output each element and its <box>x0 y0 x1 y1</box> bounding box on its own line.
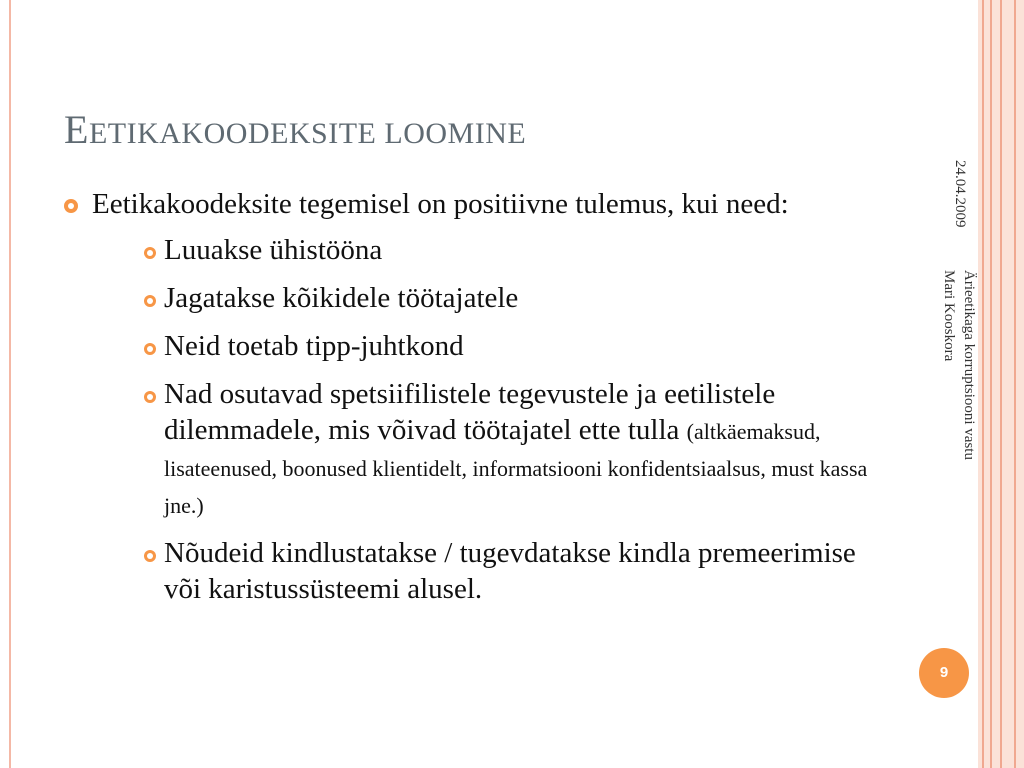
sub-bullet-text: Jagatakse kõikidele töötajatele <box>164 282 519 314</box>
sub-bullet <box>144 232 884 268</box>
band-stripe <box>1014 0 1016 768</box>
slide-date: 24.04.2009 <box>952 160 968 228</box>
slide-content <box>62 186 902 619</box>
band-stripe <box>990 0 992 768</box>
left-border-line <box>9 0 11 768</box>
sub-bullet-list <box>144 232 902 607</box>
sub-bullet-note: (altkäemaksud, lisateenused, boonused klientidelt, informatsiooni konfidentsiaalsus, must kassa jne.) <box>164 419 868 518</box>
slide-title <box>64 106 526 153</box>
band-stripe <box>982 0 984 768</box>
bullet-circle-icon <box>64 199 78 213</box>
sub-bullet <box>144 376 884 523</box>
bullet-circle-icon <box>144 391 156 403</box>
sub-bullet-text: Luuakse ühistööna <box>164 234 383 266</box>
main-bullet <box>62 186 902 222</box>
title-first-letter: E <box>64 107 89 152</box>
sub-bullet <box>144 328 884 364</box>
sub-bullet <box>144 535 884 607</box>
sub-bullet-text: Nad osutavad spetsiifilistele tegevustele ja eetilistele dilemmadele, mis võivad töötajatel ette tulla <box>164 378 776 446</box>
bullet-circle-icon <box>144 550 156 562</box>
bullet-circle-icon <box>144 343 156 355</box>
band-stripe <box>1000 0 1002 768</box>
bullet-circle-icon <box>144 295 156 307</box>
footer-title: Ärieetikaga korruptsiooni vastu <box>961 270 977 460</box>
page-number-badge: 9 <box>919 648 969 698</box>
sub-bullet-text: Neid toetab tipp-juhtkond <box>164 330 464 362</box>
main-bullet-text: Eetikakoodeksite tegemisel on positiivne tulemus, kui need: <box>92 188 789 220</box>
footer-author: Mari Kooskora <box>941 270 957 362</box>
title-rest: ETIKAKOODEKSITE LOOMINE <box>88 117 527 150</box>
right-decorative-band <box>978 0 1024 768</box>
bullet-circle-icon <box>144 247 156 259</box>
sub-bullet <box>144 280 884 316</box>
sub-bullet-text: Nõudeid kindlustatakse / tugevdatakse kindla premeerimise või karistussüsteemi alusel. <box>164 537 856 605</box>
